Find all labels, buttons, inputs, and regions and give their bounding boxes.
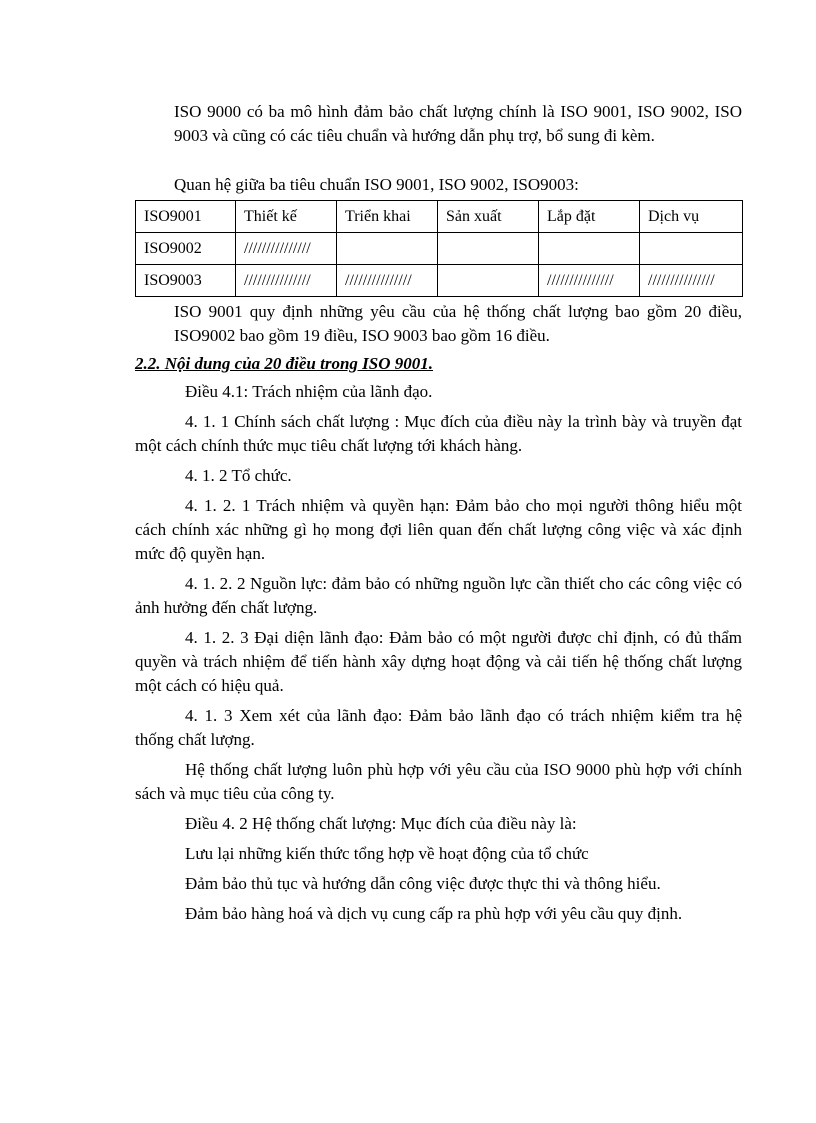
paragraph: 4. 1. 2. 3 Đại diện lãnh đạo: Đảm bảo có một người được chỉ định, có đủ thẩm quyền và trách nhiệm để tiến hành xây dựng hoạt động và cải tiến hệ thống chất lượng một cách có hiệu quả. (135, 628, 742, 695)
table-cell: ISO9001 (136, 201, 236, 233)
table-cell (640, 233, 743, 265)
table-cell: ISO9003 (136, 265, 236, 297)
table-cell (438, 233, 539, 265)
intro-paragraph: ISO 9000 có ba mô hình đảm bảo chất lượng chính là ISO 9001, ISO 9002, ISO 9003 và cũng có các tiêu chuẩn và hướng dẫn phụ trợ, bổ sung đi kèm. (174, 102, 742, 145)
table-row (136, 201, 743, 233)
paragraph: Đảm bảo thủ tục và hướng dẫn công việc được thực thi và thông hiểu. (185, 874, 661, 893)
paragraph: Lưu lại những kiến thức tổng hợp về hoạt động của tổ chức (185, 844, 589, 863)
table-cell: Triển khai (337, 201, 438, 233)
table-cell: /////////////// (236, 265, 337, 297)
table-cell: Lắp đặt (539, 201, 640, 233)
requirements-summary: ISO 9001 quy định những yêu cầu của hệ thống chất lượng bao gồm 20 điều, ISO9002 bao gồm 19 điều, ISO 9003 bao gồm 16 điều. (174, 302, 742, 345)
table-cell: /////////////// (539, 265, 640, 297)
table-cell: /////////////// (337, 265, 438, 297)
section-body (135, 380, 742, 932)
paragraph: 4. 1. 2. 2 Nguồn lực: đảm bảo có những nguồn lực cần thiết cho các công việc có ảnh hưởng đến chất lượng. (135, 574, 742, 617)
paragraph: 4. 1. 1 Chính sách chất lượng : Mục đích của điều này la trình bày và truyền đạt một cách chính thức mục tiêu chất lượng tới khách hàng. (135, 412, 742, 455)
table-cell: /////////////// (236, 233, 337, 265)
table-cell: Dịch vụ (640, 201, 743, 233)
paragraph: Hệ thống chất lượng luôn phù hợp với yêu cầu của ISO 9000 phù hợp với chính sách và mục tiêu của công ty. (135, 760, 742, 803)
paragraph: 4. 1. 2. 1 Trách nhiệm và quyền hạn: Đảm bảo cho mọi người thông hiểu một cách chính xác những gì họ mong đợi liên quan đến chất lượng công việc và xác định mức độ quyền hạn. (135, 496, 742, 563)
paragraph: Điều 4.1: Trách nhiệm của lãnh đạo. (185, 382, 433, 401)
table-cell (438, 265, 539, 297)
paragraph: 4. 1. 3 Xem xét của lãnh đạo: Đảm bảo lãnh đạo có trách nhiệm kiểm tra hệ thống chất lượng. (135, 706, 742, 749)
table-cell: Sản xuất (438, 201, 539, 233)
table-cell (539, 233, 640, 265)
section-heading: 2.2. Nội dung của 20 điều trong ISO 9001. (135, 354, 434, 373)
table-row (136, 265, 743, 297)
iso-comparison-table (135, 200, 743, 297)
paragraph: 4. 1. 2 Tổ chức. (185, 466, 292, 485)
table-cell (337, 233, 438, 265)
paragraph: Đảm bảo hàng hoá và dịch vụ cung cấp ra phù hợp với yêu cầu quy định. (185, 904, 683, 923)
paragraph: Điều 4. 2 Hệ thống chất lượng: Mục đích của điều này là: (185, 814, 577, 833)
table-cell: /////////////// (640, 265, 743, 297)
table-cell: Thiết kế (236, 201, 337, 233)
table-row (136, 233, 743, 265)
table-cell: ISO9002 (136, 233, 236, 265)
intro-relation-line: Quan hệ giữa ba tiêu chuẩn ISO 9001, ISO 9002, ISO9003: (174, 175, 579, 194)
